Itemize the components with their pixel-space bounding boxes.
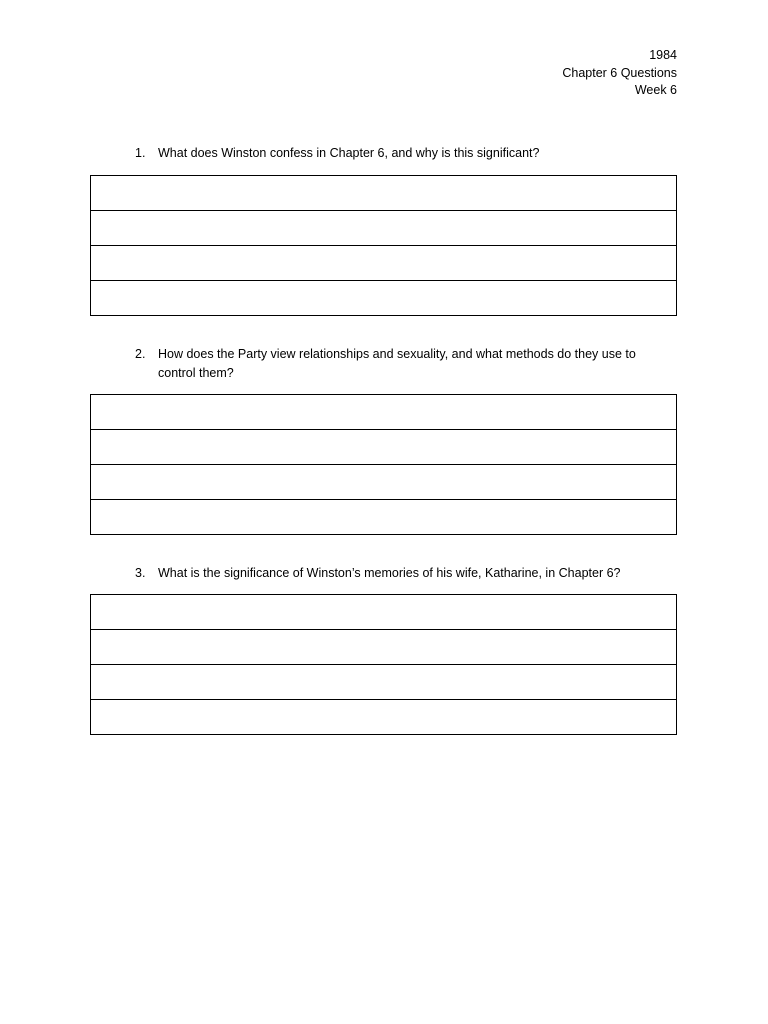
header-week: Week 6 — [634, 83, 677, 97]
answer-line[interactable] — [91, 395, 676, 429]
header-subtitle: Chapter 6 Questions — [562, 65, 677, 80]
question-text: What is the significance of Winston’s memories of his wife, Katharine, in Chapter 6? — [158, 566, 621, 580]
question-number: 1. — [135, 146, 146, 160]
answer-line[interactable] — [91, 245, 676, 280]
question-1 — [135, 144, 655, 163]
answer-line[interactable] — [91, 699, 676, 734]
header-title: 1984 — [649, 48, 677, 62]
answer-box-3[interactable] — [90, 594, 677, 735]
question-3 — [135, 564, 655, 583]
answer-line[interactable] — [91, 210, 676, 245]
question-2 — [135, 345, 655, 383]
answer-line[interactable] — [91, 595, 676, 629]
answer-line[interactable] — [91, 464, 676, 499]
question-text: What does Winston confess in Chapter 6, and why is this significant? — [158, 146, 540, 160]
answer-box-1[interactable] — [90, 175, 677, 316]
answer-line[interactable] — [91, 664, 676, 699]
question-text: How does the Party view relationships and sexuality, and what methods do they use to control them? — [158, 347, 636, 380]
document-header — [562, 47, 677, 100]
answer-line[interactable] — [91, 429, 676, 464]
answer-line[interactable] — [91, 280, 676, 315]
answer-line[interactable] — [91, 176, 676, 210]
answer-box-2[interactable] — [90, 394, 677, 535]
question-number: 2. — [135, 347, 146, 361]
answer-line[interactable] — [91, 629, 676, 664]
answer-line[interactable] — [91, 499, 676, 534]
question-number: 3. — [135, 566, 146, 580]
